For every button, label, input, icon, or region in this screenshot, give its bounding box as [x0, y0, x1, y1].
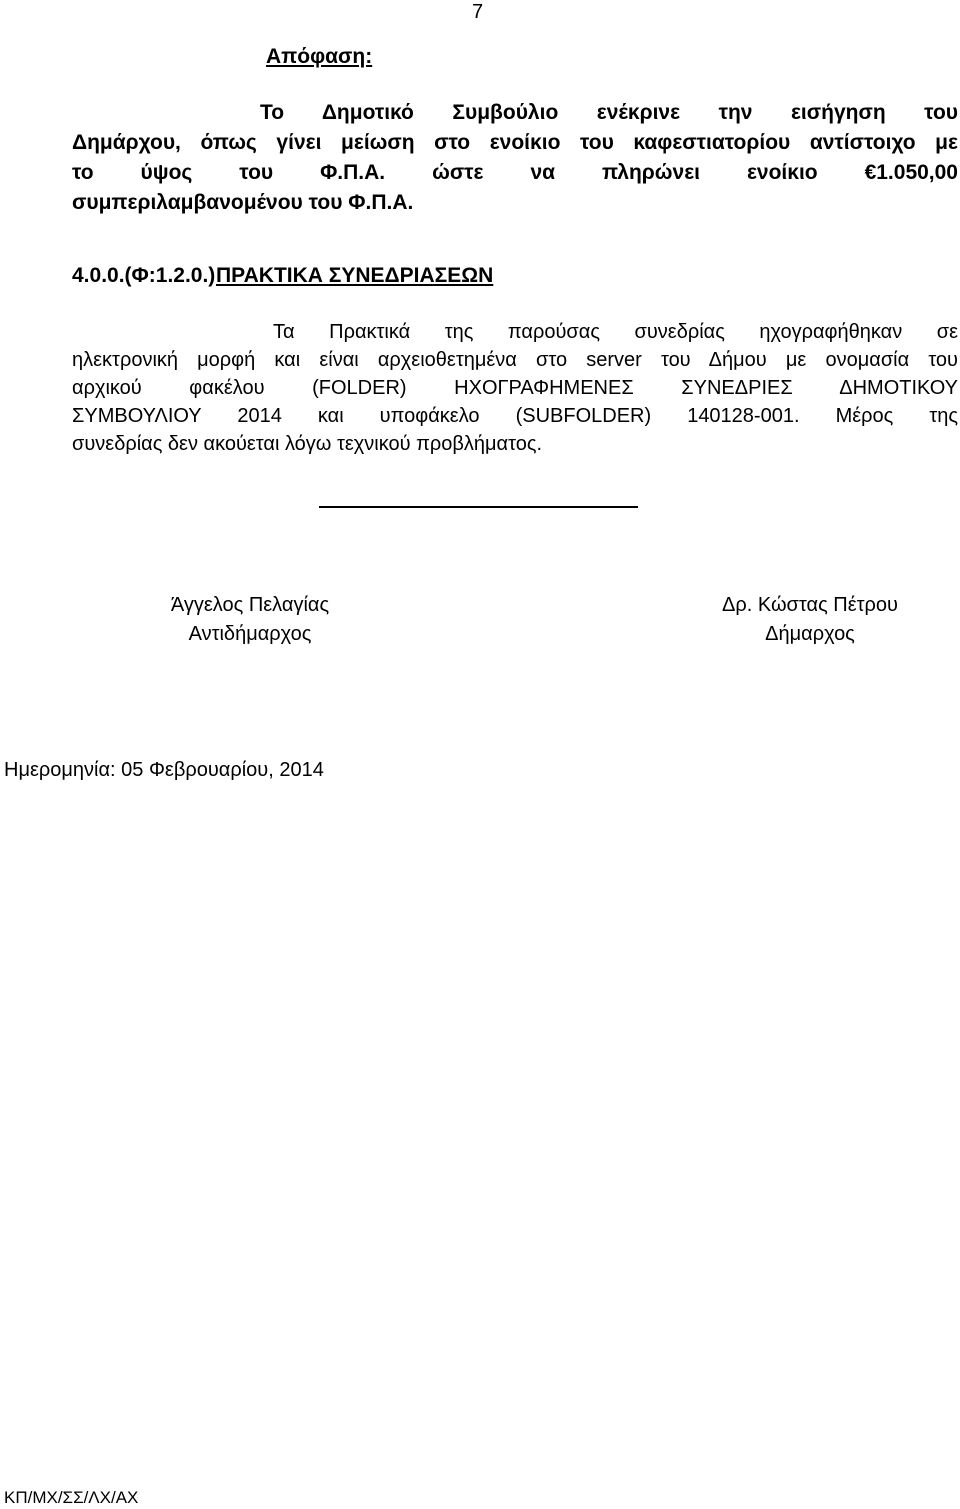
document-date: Ημερομηνία: 05 Φεβρουαρίου, 2014 [4, 759, 324, 781]
decision-line: το ύψος του Φ.Π.Α. ώστε να πληρώνει ενοίκιο €1.050,00 [72, 161, 958, 184]
section-title: ΠΡΑΚΤΙΚΑ ΣΥΝΕΔΡΙΑΣΕΩΝ [216, 264, 494, 287]
decision-heading: Απόφαση: [266, 45, 373, 68]
decision-paragraph [72, 98, 958, 218]
minutes-line: Τα Πρακτικά της παρούσας συνεδρίας ηχογραφήθηκαν σε [273, 321, 958, 343]
minutes-paragraph [72, 318, 958, 458]
signatory-name: Άγγελος Πελαγίας [170, 594, 330, 616]
decision-line: συμπεριλαμβανομένου του Φ.Π.Α. [72, 191, 414, 214]
signature-block-right [680, 591, 940, 649]
decision-line: Το Δημοτικό Συμβούλιο ενέκρινε την εισήγηση του [260, 101, 958, 124]
page-number: 7 [472, 1, 484, 23]
separator-rule [319, 506, 638, 508]
minutes-line: ηλεκτρονική μορφή και είναι αρχειοθετημένα στο server του Δήμου με ονομασία του [72, 349, 958, 371]
footer-initials: ΚΠ/ΜΧ/ΣΣ/ΛΧ/ΑΧ [4, 1488, 139, 1507]
section-number: 4.0.0.(Φ:1.2.0.) [72, 264, 216, 287]
minutes-line: αρχικού φακέλου (FOLDER) ΗΧΟΓΡΑΦΗΜΕΝΕΣ ΣΥΝΕΔΡΙΕΣ ΔΗΜΟΤΙΚΟΥ [72, 377, 958, 399]
minutes-line: συνεδρίας δεν ακούεται λόγω τεχνικού προβλήματος. [72, 433, 543, 455]
minutes-line: ΣΥΜΒΟΥΛΙΟΥ 2014 και υποφάκελο (SUBFOLDER) 140128-001. Μέρος της [72, 405, 958, 427]
signatory-name: Δρ. Κώστας Πέτρου [722, 594, 898, 616]
signature-block-left [120, 591, 380, 649]
signatory-role: Αντιδήμαρχος [188, 623, 312, 645]
decision-line: Δημάρχου, όπως γίνει μείωση στο ενοίκιο του καφεστιατορίου αντίστοιχο με [72, 131, 958, 154]
signatory-role: Δήμαρχος [765, 623, 855, 645]
